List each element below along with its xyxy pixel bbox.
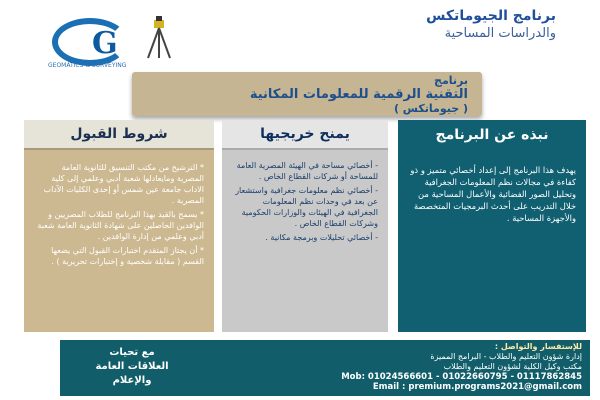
email-address: Email : premium.programs2021@gmail.com xyxy=(372,382,582,392)
title-line-1: برنامج xyxy=(434,74,468,87)
greetings-line-2: العلاقات العامة xyxy=(95,361,169,372)
about-text: يهدف هذا البرنامج إلى إعداد أخصائي متميز و ذو كفاءة في مجالات نظم المعلومات الجغرافية وتحليل الصور الفضائية والأعمال المساحية من خلال التدريب على أحدث البرمجيات المتخصصة والأجهزة المساحية . xyxy=(410,165,576,223)
admission-item: * أن يجتاز المتقدم اختبارات القبول التي يضعها القسم ( مقابلة شخصية و إختبارات تحريرية ) . xyxy=(51,246,204,266)
geomatics-logo xyxy=(40,8,188,74)
title-line-3: ( جيوماتكس ) xyxy=(393,102,468,115)
graduates-item: - أخصائي مساحة في الهيئة المصرية العامة للمساحة أو شركات القطاع الخاص . xyxy=(236,161,378,181)
logo-letter-g: G xyxy=(92,26,118,61)
logo-subtext: GEOMATICS & SURVEYING xyxy=(48,62,127,69)
admission-item: * يسمح بالقيد بهذا البرنامج للطلاب المصريين و الوافدين الحاصلين على شهادة الثانوية العامة شعبة أدبي وعلمي من إدارة الوافدين . xyxy=(37,210,204,241)
office-line-2: مكتب وكيل الكلية لشؤون التعليم والطلاب xyxy=(443,362,582,371)
greetings-block xyxy=(68,346,196,390)
contact-bar xyxy=(60,340,590,396)
greetings-line-1: مع تحيات xyxy=(109,347,155,358)
admission-panel xyxy=(24,120,214,332)
admission-item: * الترشيح من مكتب التنسيق للثانوية العامة المصرية ومايعادلها شعبة أدبي وعلمي إلى كلية الاداب جامعة عين شمس أو إحدى الكليات الآداب المصرية . xyxy=(43,163,204,205)
office-line-1: إدارة شؤون التعليم والطلاب - البرامج المميزة xyxy=(430,352,582,361)
contact-details xyxy=(202,342,582,392)
about-panel xyxy=(398,120,586,332)
about-heading: نبذه عن البرنامج xyxy=(435,127,549,143)
brand-title xyxy=(326,8,556,41)
theodolite-icon xyxy=(144,16,174,60)
graduates-item: - أخصائي نظم معلومات جغرافية واستشعار عن بعد في وحدات نظم المعلومات الجغرافية في الهيئات والوزارات الحكومية وشركات القطاع الخاص . xyxy=(235,186,378,228)
brand-line-1: برنامج الجيوماتكس xyxy=(426,8,556,24)
brand-line-2: والدراسات المساحية xyxy=(444,26,556,41)
graduates-heading: يمنح خريجيها xyxy=(222,120,388,150)
admission-heading: شروط القبول xyxy=(24,120,214,150)
mobile-numbers: Mob: 01024566601 - 01022660795 - 01117862845 xyxy=(341,372,582,382)
graduates-panel xyxy=(222,120,388,332)
program-title-banner xyxy=(132,72,482,116)
title-line-2: التقنية الرقمية للمعلومات المكانية xyxy=(249,87,468,102)
greetings-line-3: والإعلام xyxy=(112,375,152,386)
graduates-item: - أخصائي تحليلات وبرمجة مكانية . xyxy=(265,233,378,242)
inquiry-label: للإستفسار والتواصل : xyxy=(494,342,582,351)
